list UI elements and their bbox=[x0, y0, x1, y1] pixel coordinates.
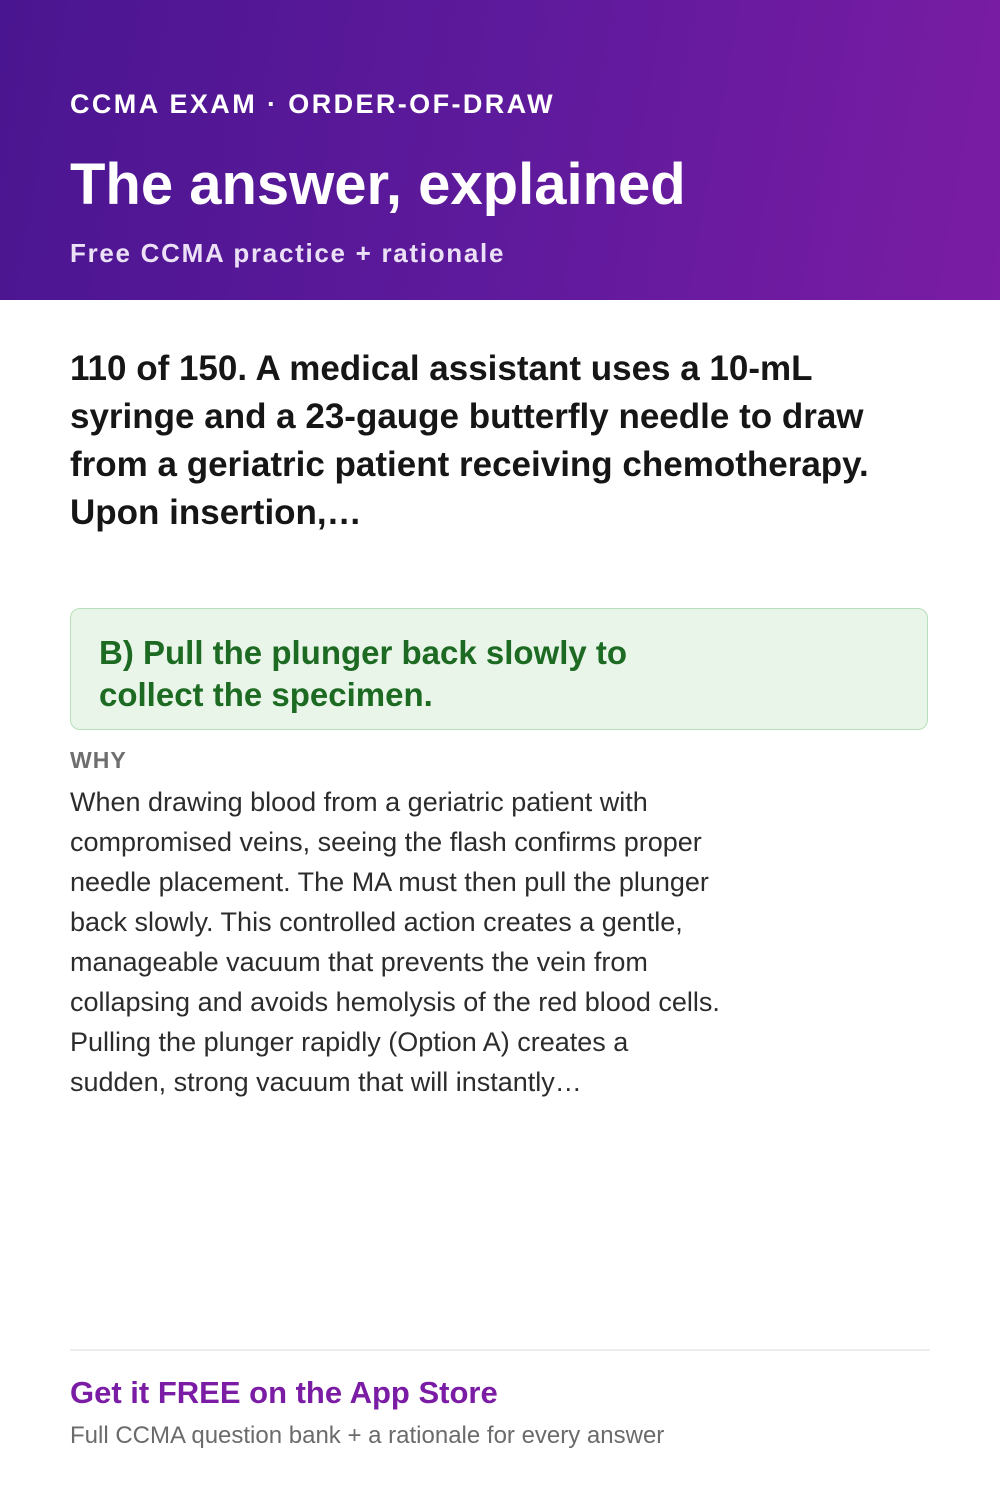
question-text: 110 of 150. A medical assistant uses a 10-mL syringe and a 23-gauge butterfly needle to draw from a geriatric patient receiving chemotherapy. Upon insertion,… bbox=[70, 349, 869, 532]
header-subtitle: Free CCMA practice + rationale bbox=[70, 238, 506, 268]
answer-card bbox=[70, 608, 928, 730]
rationale-label: WHY bbox=[70, 747, 127, 773]
app-store-subtext: Full CCMA question bank + a rationale for every answer bbox=[70, 1422, 665, 1449]
page-title: The answer, explained bbox=[70, 152, 686, 217]
rationale-text: When drawing blood from a geriatric patient with compromised veins, seeing the flash confirms proper needle placement. The MA must then pull the plunger back slowly. This controlled action creates a gentle, manageable vacuum that prevents the vein from collapsing and avoids hemolysis of the red blood cells. Pulling the plunger rapidly (Option A) creates a sudden, strong vacuum that will instantly… bbox=[70, 787, 720, 1097]
header-eyebrow: CCMA EXAM · ORDER-OF-DRAW bbox=[70, 89, 555, 119]
header-banner bbox=[0, 0, 1000, 300]
answer-text: B) Pull the plunger back slowly to collect the specimen. bbox=[99, 634, 628, 713]
footer-divider bbox=[70, 1349, 930, 1351]
app-store-link[interactable]: Get it FREE on the App Store bbox=[70, 1375, 498, 1410]
